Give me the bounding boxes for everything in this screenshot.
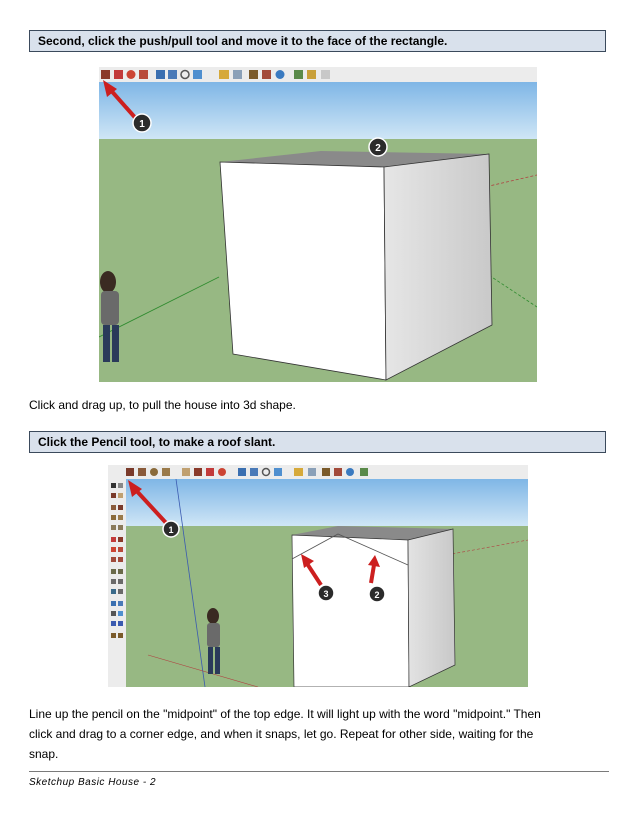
footer-divider — [29, 771, 609, 772]
move-icon — [111, 537, 116, 542]
previous-icon — [118, 621, 123, 626]
rectangle-icon — [111, 505, 116, 510]
globe-icon — [346, 468, 354, 476]
folder-icon — [294, 468, 303, 476]
follow-me-icon — [139, 70, 148, 79]
orbit-icon — [156, 70, 165, 79]
callout-label: 2 — [374, 590, 380, 600]
walk-icon — [334, 468, 342, 476]
warehouse-icon — [360, 468, 368, 476]
callout-label: 1 — [139, 119, 145, 130]
left-toolbar — [108, 479, 126, 687]
rotate-icon — [111, 547, 116, 552]
position-camera-icon — [111, 633, 116, 638]
box-shape — [292, 526, 455, 687]
instructions-line: Line up the pencil on the "midpoint" of the top edge. It will light up with the word "midpoint." Then — [29, 707, 541, 721]
pan-icon — [250, 468, 258, 476]
line-icon — [118, 505, 123, 510]
person-icon — [322, 468, 330, 476]
polygon-icon — [111, 525, 116, 530]
zoom-window-icon — [118, 611, 123, 616]
extension-icon — [307, 70, 316, 79]
rotate-icon — [127, 70, 136, 79]
pan-icon — [118, 601, 123, 606]
callout-badge — [318, 585, 334, 601]
components-icon — [233, 70, 242, 79]
top-toolbar — [108, 465, 528, 479]
circle-icon — [111, 515, 116, 520]
paint-icon — [111, 493, 116, 498]
select-icon — [111, 483, 116, 488]
sky — [99, 82, 537, 139]
callout-label: 3 — [323, 589, 329, 599]
photo-icon — [321, 70, 330, 79]
folder-icon — [219, 70, 229, 79]
box-side-face — [408, 529, 455, 687]
circle-icon — [150, 468, 158, 476]
push-pull-icon — [118, 537, 123, 542]
rotate-icon — [218, 468, 226, 476]
components-icon — [308, 468, 316, 476]
instructions-line: snap. — [29, 747, 59, 761]
instructions-line: click and drag to a corner edge, and when it snaps, let go. Repeat for other side, waiting for the — [29, 727, 534, 741]
walk-icon — [262, 70, 271, 79]
box-front-face — [220, 162, 386, 380]
arc-icon — [118, 515, 123, 520]
scale-icon — [111, 557, 116, 562]
protractor-icon — [111, 579, 116, 584]
move-icon — [206, 468, 214, 476]
text-icon — [118, 579, 123, 584]
screenshot-push-pull — [99, 67, 537, 382]
warehouse-icon — [294, 70, 303, 79]
callout-label: 2 — [375, 143, 381, 154]
zoom-extents-icon — [193, 70, 202, 79]
make-component-icon — [118, 483, 123, 488]
offset-icon — [118, 557, 123, 562]
follow-me-icon — [118, 547, 123, 552]
instructions-paragraph — [29, 704, 589, 764]
sky — [126, 479, 528, 526]
rectangle-icon — [138, 468, 146, 476]
step-2-header: Click the Pencil tool, to make a roof slant. — [29, 431, 606, 453]
orbit-icon — [111, 601, 116, 606]
push-pull-icon — [101, 70, 110, 79]
look-around-icon — [118, 633, 123, 638]
box-shape — [220, 151, 492, 380]
step-1-header: Second, click the push/pull tool and move it to the face of the rectangle. — [29, 30, 606, 52]
zoom-extents-icon — [274, 468, 282, 476]
callout-badge — [369, 586, 385, 602]
caption-pull-house: Click and drag up, to pull the house into 3d shape. — [29, 398, 296, 412]
callout-badge — [133, 114, 151, 132]
callout-badge — [163, 521, 179, 537]
page-footer: Sketchup Basic House - 2 — [29, 777, 157, 788]
eraser-icon — [182, 468, 190, 476]
axes-icon — [111, 589, 116, 594]
dimension-icon — [118, 569, 123, 574]
freehand-icon — [118, 525, 123, 530]
eraser-icon — [118, 493, 123, 498]
tape-icon — [111, 569, 116, 574]
move-icon — [114, 70, 123, 79]
screenshot-pencil-tool — [108, 465, 528, 687]
callout-badge — [369, 138, 387, 156]
zoom-icon — [111, 611, 116, 616]
orbit-icon — [238, 468, 246, 476]
pencil-icon — [126, 468, 134, 476]
globe-icon — [276, 70, 285, 79]
zoom-extents-icon — [111, 621, 116, 626]
person-icon — [249, 70, 258, 79]
3d-text-icon — [118, 589, 123, 594]
callout-label: 1 — [168, 525, 174, 535]
pan-icon — [168, 70, 177, 79]
arc-icon — [162, 468, 170, 476]
push-pull-icon — [194, 468, 202, 476]
